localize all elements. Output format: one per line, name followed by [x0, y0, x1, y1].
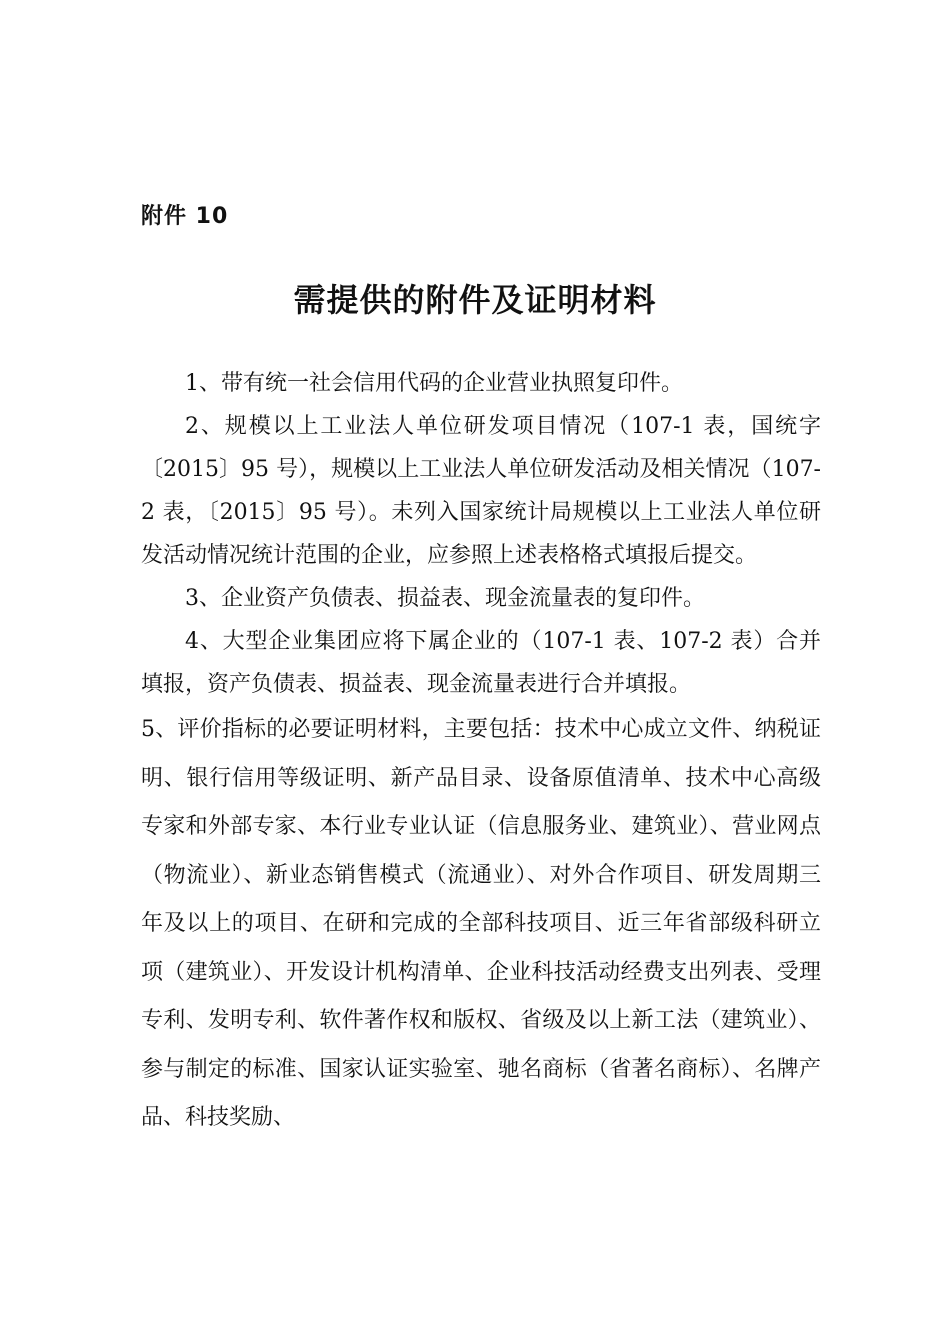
- attachment-label: 附件 10: [141, 204, 229, 229]
- paragraph-5: 5、评价指标的必要证明材料，主要包括：技术中心成立文件、纳税证明、银行信用等级证明、新产品目录、设备原值清单、技术中心高级专家和外部专家、本行业专业认证（信息服务业、建筑业）、营业网点（物流业）、新业态销售模式（流通业）、对外合作项目、研发周期三年及以上的项目、在研和完成的全部科技项目、近三年省部级科研立项（建筑业）、开发设计机构清单、企业科技活动经费支出列表、受理专利、发明专利、软件著作权和版权、省级及以上新工法（建筑业）、参与制定的标准、国家认证实验室、驰名商标（省著名商标）、名牌产品、科技奖励、: [141, 717, 821, 1130]
- page-title: 需提供的附件及证明材料: [293, 281, 657, 319]
- paragraph-4: 4、大型企业集团应将下属企业的（107-1 表、107-2 表）合并填报，资产负债表、损益表、现金流量表进行合并填报。: [141, 629, 821, 697]
- paragraph-3: 3、企业资产负债表、损益表、现金流量表的复印件。: [185, 586, 705, 611]
- paragraph-2: 2、规模以上工业法人单位研发项目情况（107-1 表，国统字〔2015〕95 号），规模以上工业法人单位研发活动及相关情况（107-2 表，〔2015〕95 号）。未列入国家统计局规模以上工业法人单位研发活动情况统计范围的企业，应参照上述表格格式填报后提交。: [141, 414, 821, 568]
- document-body: [141, 362, 821, 1143]
- paragraph-1: 1、带有统一社会信用代码的企业营业执照复印件。: [185, 371, 683, 396]
